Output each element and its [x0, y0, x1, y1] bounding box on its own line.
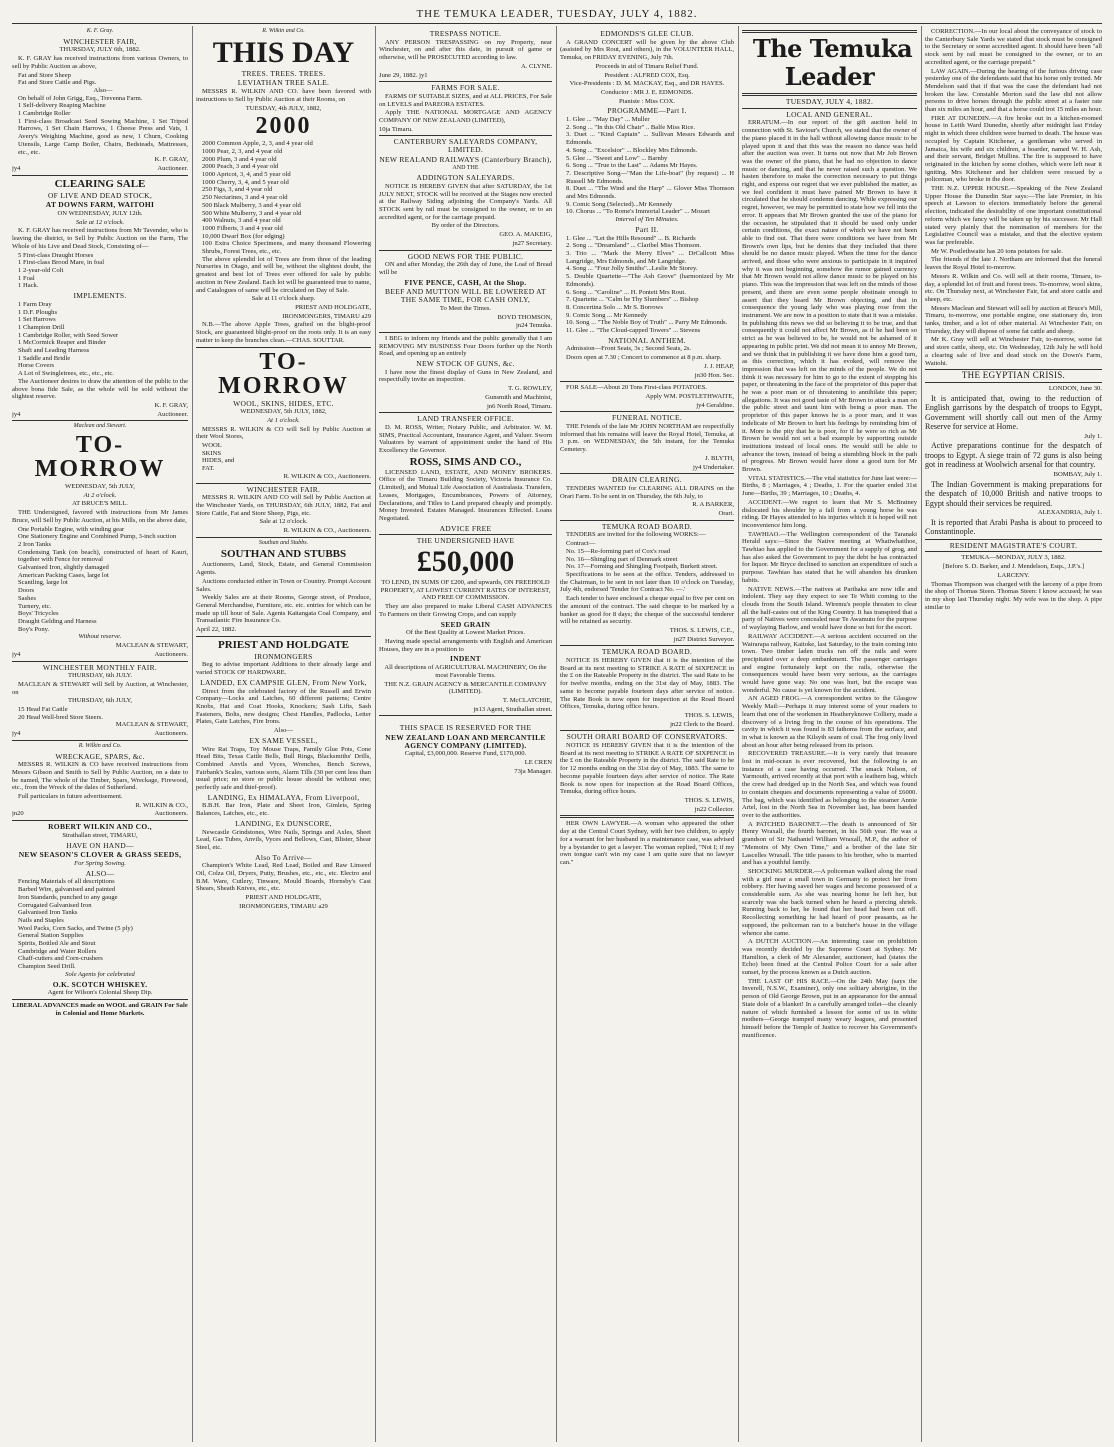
column-divider — [192, 26, 193, 1442]
ad-clearing-sale: CLEARING SALE OF LIVE AND DEAD STOCK, AT DOWNS FARM, WAITOHI ON WEDNESDAY, JULY 12th. Sale at 12 o'clock. K. F. GRAY has received instructions from Mr Tavender, who is leaving the district, to Sell by Public Auction on the Farm, The Whole of his Live and Dead Stock, Consisting of— 5 First-class Draught Horses 1 First-class Brood Mare, in foal 1 2-year-old Colt 1 Foal 1 Hack. IMPLEMENTS. 1 Farm Dray 1 D.F. Ploughs 1 Set Harrows 1 Champion Drill 1 Cambridge Roller, with Seed Sower 1 McCormick Reaper and Binder Shaft and Leading Harness 1 Saddle and Bridle Horse Covers A Lot of Swingletrees, etc., etc., etc. The Auctioneer desires to draw the attention of the public to the above bona fide Sale, as the whole will be sold without the slightest reserve. K. F. GRAY, jy4 Auctioneer. — [12, 177, 188, 418]
issue-date: TUESDAY, JULY 4, 1882. — [785, 97, 874, 106]
column-3: TRESPASS NOTICE. ANY PERSON TRESPASSING on my Property, near Winchester, on and after this date, in pursuit of game or otherwise, will be PROSECUTED according to law. A. CLYNE. June 29, 1882. jy1 FARMS FOR SALE. FARMS OF SUITABLE SIZES, and at ALL PRICES, For Sale on LEVELS and PAREORA ESTATES. Apply THE NATIONAL MORTGAGE AND AGENCY COMPANY OF NEW ZEALAND (LIMITED), 10ja Timaru. CANTERBURY SALEYARDS COMPANY, LIMITED. NEW REALAND RAILWAYS (Canterbury Branch), AND THE ADDINGTON SALEYARDS. NOTICE IS HEREBY GIVEN that after SATURDAY, the 1st JULY NEXT, STOCK will be received at the Stages now erected at the Railway Siding adjoining the Company's Yards. All STOCK sent by rail must be consigned to the owner, or to an accredited agent, or for the carriage prepaid. By order of the Directors. GEO. A. MAKEIG, jn27 Secretary. GOOD NEWS FOR THE PUBLIC. ON and after Monday, the 26th day of June, the Loaf of Bread will be FIVE PENCE, CASH, At the Shop. BEEF AND MUTTON WILL BE LOWERED AT THE SAME TIME, FOR CASH ONLY, To Meet the Times. BOYD THOMSON, jn24 Temuka. I BEG to inform my friends and the public generally that I am REMOVING MY BUSINESS Four Doors further up the North Road, and opening up an entirely NEW STOCK OF GUNS, &c. I have now the finest display of Guns in New Zealand, and respectfully invite an inspection. T. G. ROWLEY, Gunsmith and Machinist, jn6 North Road, Timaru. LAND TRANSFER OFFICE. D. M. ROSS, Writer, Notary Public, and Arbitrator. W. M. SIMS, Practical Accountant, Insurance Agent, and Valuer. Sworn Valuators by warrant of appointment under the hand of His Excellency the Governor. ROSS, SIMS AND CO., LICENSED LAND, ESTATE, AND MONEY BROKERS. Office of the Timaru Building Society, Victoria Insurance Co. (Limited), and Mutual Life Association of Australasia. Transfers, Leases, Mortgages, Encumbrances, Powers of Attorney, Declarations, and Titles to Land prepared cheaply and promptly. Money Invested. Estates Managed. Insurances Effected. Loans Negotiated. ADVICE FREE THE UNDERSIGNED HAVE £50,000 TO LEND, IN SUMS OF £200, and upwards, ON FREEHOLD PROPERTY, AT LOWEST CURRENT RATES OF INTEREST, AND FREE OF COMMISSION. They are also prepared to make Liberal CASH ADVANCES To Farmers on their Growing Crops, and can supply SEED GRAIN Of the Best Quality at Lowest Market Prices. Having made special arrangements with English and American Houses, they are in a position to INDENT All descriptions of AGRICULTURAL MACHINERY, On the most Favorable Terms. THE N.Z. GRAIN AGENCY & MERCANTILE COMPANY (LIMITED). T. McCLATCHIE, jn13 Agent, Strathallan street. THIS SPACE IS RESERVED FOR THE NEW ZEALAND LOAN AND MERCANTILE AGENCY COMPANY (LIMITED). Capital, £3,000,000. Reserve Fund, £170,000. LE CREN 73ja Manager. — [379, 29, 552, 775]
ad-southan-stubbs: Southan and Stubbs. SOUTHAN AND STUBBS Auctioneers, Land, Stock, Estate, and General Commission Agents. Auctions conducted either in Town or Country. Prompt Account Sales. Weekly Sales are at their Rooms, George street, of Produce, General Merchandise, Furniture, etc. etc. entries for which can be made up till hour of Sale. Agents Kaitangata Coal Company, and Transatlantic Fire Insurance Co. April 22, 1882. — [196, 539, 371, 634]
column-divider — [921, 26, 922, 1442]
column-divider — [738, 26, 739, 1442]
egyptian-crisis-heading: THE EGYPTIAN CRISIS. — [961, 370, 1066, 381]
divider — [12, 420, 188, 421]
section-heading: LOCAL AND GENERAL. — [786, 109, 873, 119]
programme-part-2: 1. Glee ... "Let the Hills Resound" ... B. Richards 2. Song ... "Dreamland" ... Claribel Miss Thomson. 3. Trio ... "Mark the Merry Elves" ... DrCallcott Miss Langridge, Mrs Edmonds, and Mr Langridge. 4. Song ... "Four Jolly Smiths"...Leslie Mr Storey. 5. Double Quartette—"The Ash Grove" (harmonized by Mr Edmonds). 6. Song ... "Caroline" ... H. Pontett Mrs Rout. 7. Quartette ... "Calm be Thy Slumbers" ... Bishop 8. Concertina Solo ... Mr S. Borrows 9. Comic Song ... Mr Kennedy 10. Song ... "The Noble Boy of Truth" ... Parry Mr Edmonds. 11. Glee ... "The Cloud-capped Towers" ... Stevens — [566, 234, 734, 335]
ad-this-day-trees: R. Wilkin and Co. THIS DAY TREES. TREES. TREES. LEVIATHAN TREE SALE. MESSRS R. WILKIN AND CO. have been favored with instructions to Sell by Public Auction at their Rooms, on TUESDAY, 4th JULY, 1882, 2000 2000 Common Apple, 2, 3, and 4 year old 1000 Pear, 2, 3, and 4 year old 2000 Plum, 3 and 4 year old 2000 Peach, 3 and 4 year old 1000 Apricot, 3, 4, and 5 year old 1000 Cherry, 3, 4, and 5 year old 250 Figs, 3, and 4 year old 250 Nectarines, 3 and 4 year old 500 Black Mulberry, 3 and 4 year old 500 White Mulberry, 3 and 4 year old 400 Walnuts, 3 and 4 year old 1000 Filberts, 3 and 4 year old 10,000 Dwarf Box (for edging) 100 Extra Choice Specimens, and many thousand Flowering Shrubs, Forest Trees, etc., etc. The above splendid lot of Trees are from three of the leading Nurseries in Otago, and will be, without the slightest doubt, the greatest and best lot of Trees ever offered for sale by public auction in New Zealand. Each lot will be guaranteed true to name, and Catalogues of same will be circulated on Day of Sale. Sale at 11 o'clock sharp. PRIEST AND HOLDGATE, IRONMONGERS, TIMARU a29 N.B.—The above Apple Trees, grafted on the blight-proof Stock, are guaranteed blight-proof on the roots only. It is an easy matter to keep the branches clean.—CHAS. SOUTTAR. — [196, 28, 371, 344]
divider — [12, 175, 188, 176]
column-1 — [12, 28, 188, 1442]
court-heading: RESIDENT MAGISTRATE'S COURT. — [949, 540, 1078, 550]
ad-monthly-fair: WINCHESTER MONTHLY FAIR. THURSDAY, 6th JULY. MACLEAN & STEWART will Sell by Auction, at Winchester, on THURSDAY, 6th JULY, 15 Head Fat Cattle 20 Head Well-bred Store Steers. MACLEAN & STEWART, jy4 Auctioneers. — [12, 662, 188, 738]
column-divider — [375, 26, 376, 1442]
ad-title: WINCHESTER FAIR, — [63, 36, 137, 46]
top-rule — [12, 23, 1102, 24]
ad-winchester-fair: K. F. Gray. WINCHESTER FAIR, THURSDAY, JULY 6th, 1882. K. F. GRAY has received instructions from various Owners, to sell by Public Auction as above, Fat and Store Sheep Fat and Store Cattle and Pigs. Also— On behalf of John Grigg, Esq., Trevenna Farm. 1 Self-delivery Reaping Machine 1 Cambridge Roller 1 First-class Broadcast Seed Sowing Machine, 1 Set Tripod Harrows, 1 Set Chain Harrows, 1 Cheese Press and Vats, 1 Avery's Weighing Machine, good as new, 1 Churn, Cooking Utensils, Large Camp Boiler, Chairs, Bedsteads, Mattresses, etc., etc. K. F. GRAY, jy4 Auctioneer. — [12, 28, 188, 172]
ad-robert-wilkin: ROBERT WILKIN AND CO., Strathallan street, TIMARU, HAVE ON HAND— NEW SEASON'S CLOVER & GRASS SEEDS, For Spring Sowing. ALSO— Fencing Materials of all descriptions Barbed Wire, galvanised and painted Iron Standards, punched to any gauge Corrugated Galvanised Iron Galvanised Iron Tanks Nails and Staples Wool Packs, Corn Sacks, and Twine (5 ply) General Station Supplies Spirits, Bottled Ale and Stout Cambridge and Water Rollers Chaff-cutters and Corn-crushers Champion Seed Drill. Sole Agents for celebrated O.K. SCOTCH WHISKEY. Agent for Wilson's Colonial Sheep Dip. LIBERAL ADVANCES made on WOOL and GRAIN For Sale in Colonial and Home Markets. — [12, 822, 188, 1017]
divider — [12, 661, 188, 662]
ad-wreckage: R. Wilkin and Co. WRECKAGE, SPARS, &c. MESSRS R. WILKIN & CO have received instructions from Messrs Gibson and Smith to Sell by Public Auction, on a date to be named, The whole of the Timber, Spars, Wreckage, Firewood, etc., from the Wreck of the dales of Sutherland. Full particulars in future advertisement. R. WILKIN & CO., jn20 Auctioneers. — [12, 742, 188, 818]
column-divider — [556, 26, 557, 1442]
column-6: CORRECTION.—In our local about the conveyance of stock to the Canterbury Sale Yards we stated that stock must be consigned to the Secretary or some accredited agent. It should have been "all stock sent by rail must be consigned to the owner, or to an accredited agent, or the carriage prepaid." LAW AGAIN.—During the hearing of the furious driving case yesterday one of the defendants said that his horse only trotted. Mr Mendelson said that if that was the case the defendant had not broken the law. Constable Morton said the law did not allow persons to drive horses through the public street at a faster rate than six miles an hour, and that a horse could trot 15 miles an hour. FIRE AT DUNEDIN.—A fire broke out in a kitchen-roomed house in Leith Ward Dunedin, shortly after midnight last Friday night in which three children were burned to death. The house was occupied by Captain Kitchener, a gentleman who served in Jamaica, his wife and six children, a boarder, named W. H. Ash, and their servant, Bridget Mullins. The fire is supposed to have originated in the kitchen by some clothes, which were left near it igniting. Mrs Kitchener and her children were rescued by a policeman, who broke in the door. THE N.Z. UPPER HOUSE.—Speaking of the New Zealand Upper House the Dunedin Star says:—The late Premier, in his speech at Lawson to electors immediately before the general election, indicated the desirability of one important constitutional reform which we fancy will be taken up by his successor. Mr Hall stated very plainly that the nomination of members for the Legislative Council was a mistake, and that the elective system was far preferable. Mr W. Postlethwaite has 20 tons potatoes for sale. The friends of the late J. Northam are informed that the funeral leaves the Royal Hotel to-morrow. Messrs R. Wilkin and Co. will sell at their rooms, Timaru, to-day, a splendid lot of fruit and forest trees. To-morrow, wool skins, etc. On Thursday next, at Winchester Fair, fat and store cattle and sheep, etc. Messrs Maclean and Stewart will sell by auction at Bruce's Mill, Timaru, to-morrow, one portable engine, one stationary do, iron tanks, timber, and a lot of other material. At Winchester Fair, on Thursday, they will dispose of some fat cattle and sheep. Mr K. Gray will sell at Winchester Fair, to-morrow, some fat and store cattle, sheep, etc. On Wednesday, 12th July he will hold a clearing sale of live and dead stock on the Down's Farm, Waitohi. THE EGYPTIAN CRISIS. LONDON, June 30. It is anticipated that, owing to the reduction of English garrisons by the despatch of troops to Egypt, Government will shortly call out men of the Army Reserve for service at Home. July 1. Active preparations continue for the despatch of troops to Egypt. A siege train of 72 guns is also being got in readiness at Woolwich arsenal for that country. BOMBAY, July 1. The Indian Government is making preparations for the despatch of 10,000 British and native troops to Egypt should their services be required. ALEXANDRIA, July 1. It is reported that Arabi Pasha is about to proceed to Constantinople. RESIDENT MAGISTRATE'S COURT. TEMUKA—MONDAY, JULY 3, 1882. [Before S. D. Barker, and J. Mendelson, Esqs., J.P.'s.] LARCENY. Thomas Thompson was charged with the larceny of a pipe from the shop of Thomas Steen. Thomas Steen: I know accused; he was in my shop last Thursday night. My wife was in the shop. A pipe similar to — [925, 28, 1102, 611]
ad-tomorrow-wool: TO-MORROW WOOL, SKINS, HIDES, ETC. WEDNESDAY, 5th JULY, 1882, At 1 o'clock. MESSRS R. WILKIN & CO will Sell by Public Auction at their Wool Stores, WOOL SKINS HIDES, and FAT. R. WILKIN & CO., Auctioneers. — [196, 348, 371, 480]
ad-priest-holdgate: PRIEST AND HOLDGATE IRONMONGERS Beg to advise important Additions to their already large and varied STOCK OF HARDWARE. LANDED, EX CAMPSIE GLEN, From New York, Direct from the celebrated factory of the Russell and Erwin Company—Locks and Latches, 60 different patterns; Centre Knobs, Hat and Coat Hooks, Knockers; Sash Lifts, Sash Fasteners, Bolts, new designs; Chest Handles, Padlocks, Letter Plates, Gate Latches, Fire Irons. Also— EX SAME VESSEL, Wire Rat Traps, Toy Mouse Traps, Family Glue Pots, Cone Head Bits, Texas Cattle Bells, Bull Rings, Blacksmiths' Drills, Combined Anvils and Vyces, Wrenches, Bench Screws, Fairbank's Scales, various sorts, Alarm Tills (30 per cent less than usual price; no store or public house should be without one; perfectly safe and thief-proof). LANDING, Ex HIMALAYA, From Liverpool, B.B.H. Bar Iron, Plate and Sheet Iron, Gimlets, Spring Balances, Latches, etc., etc. LANDING, Ex DUNSCORE, Newcastle Grindstones, Wire Nails, Springs and Axles, Sheet Lead, Gas Tubes, Anvils, Vyces and Bellows, Cast, Blister, Shear Steel, etc. Also To Arrive— Champion's White Lead, Red Lead, Boiled and Raw Linseed Oil, Colza Oil, Dryers, Putty, Brushes, etc., etc., etc. Electro and B.M. Ware, Cutlery, Tinware, Mould Boards, Hornsby's Cast Shears, Sheath Knives, etc., etc. PRIEST AND HOLDGATE, IRONMONGERS, TIMARU a29 — [196, 638, 371, 910]
divider — [12, 740, 188, 741]
divider — [12, 820, 188, 821]
running-head: THE TEMUKA LEADER, TUESDAY, JULY 4, 1882. — [416, 8, 698, 20]
column-4: EDMONDS'S GLEE CLUB. A GRAND CONCERT will be given by the above Club (assisted by Mrs Rout, and others), in the VOLUNTEER HALL, Temuka, on FRIDAY EVENING, July 7th. Proceeds in aid of Timaru Relief Fund. President : ALFRED COX, Esq. Vice-Presidents : D. M. MACKAY, Esq., and DR HAYES. Conductor : MR J. E. EDMONDS. Pianiste : Miss COX. PROGRAMME—Part I. 1. Glee ... "May Day" ... Muller 2. Song ... "In this Old Chair" .. Balfe Miss Rice. 3. Duet ... "Kind Captain" ... Sullivan Messrs Edwards and Edmonds. 4. Song ... "Excelsior" ... Blockley Mrs Edmonds. 5. Glee ... "Sweet and Low" ... Barnby 6. Song ... "True to the Last" ... Adams Mr Hayes. 7. Descriptive Song—"Man the Life-boat" (by request) ... H Russell Mr Edmonds. 8. Duet ... "The Wind and the Harp" ... Glover Miss Thomson and Mrs Edmonds. 9. Comic Song (Selected)...Mr Kennedy 10. Chorus ... "To Rome's Immortal Leader" ... Mozart Interval of Ten Minutes. Part II. 1. Glee ... "Let the Hills Resound" ... B. Richards 2. Song ... "Dreamland" ... Claribel Miss Thomson. 3. Trio ... "Mark the Merry Elves" ... DrCallcott Miss Langridge, Mrs Edmonds, and Mr Langridge. 4. Song ... "Four Jolly Smiths"...Leslie Mr Storey. 5. Double Quartette—"The Ash Grove" (harmonized by Mr Edmonds). 6. Song ... "Caroline" ... H. Pontett Mrs Rout. 7. Quartette ... "Calm be Thy Slumbers" ... Bishop 8. Concertina Solo ... Mr S. Borrows 9. Comic Song ... Mr Kennedy 10. Song ... "The Noble Boy of Truth" ... Parry Mr Edmonds. 11. Glee ... "The Cloud-capped Towers" ... Stevens NATIONAL ANTHEM. Admission—Front Seats, 3s ; Second Seats, 2s. Doors open at 7.30 ; Concert to commence at 8 p.m. sharp. J. J. HEAP, jn30 Hon. Sec. FOR SALE—About 20 Tons First-class POTATOES. Apply WM. POSTLETHWAITE, jy4 Geraldine. FUNERAL NOTICE. THE Friends of the late Mr JOHN NORTHAM are respectfully informed that his remains will leave the Royal Hotel, Temuka, at 3 p.m. on WEDNESDAY, the 5th instant, for the Temuka Cemetery. J. BLYTH, jy4 Undertaker. DRAIN CLEARING. TENDERS WANTED for CLEARING ALL DRAINS on the Orari Farm. To be sent in on Thursday, the 6th July, to R. A BARKER, Orari. TEMUKA ROAD BOARD. TENDERS are invited for the following WORKS:— Contract— No. 15—Re-forming part of Cox's road No. 16—Shingling part of Denmark street No. 17—Forming and Shingling Footpath, Burkett street. Specifications to be seen at the office. Tenders, addressed to the Chairman, to be sent in not later than 10 o'clock on Tuesday, July 4th, endorsed 'Tender for Contract No. —.' Each tender to have enclosed a cheque equal to five per cent on the amount of the contract. The said cheque to be marked by a banker as good for 8 days; the cheque of the successful tenderer will be retained as security. THOS. S. LEWIS, C.E., jn27 District Surveyor. TEMUKA ROAD BOARD. NOTICE IS HEREBY GIVEN that it is the intention of the Board at its next meeting to STRIKE A RATE of SIXPENCE in the £ on the Rateable Property in the district. The said Rate to be for twelve months, ending on the 31st day of May, 1883. The same to become payable fourteen days after service of notice. The Rate Book is now open for inspection at the Road Board Offices, Temuka, during office hours. THOS. S. LEWIS, jn22 Clerk to the Board. SOUTH ORARI BOARD OF CONSERVATORS. NOTICE IS HEREBY GIVEN that it is the intention of the Board at its next meeting to STRIKE A RATE OF SIXPENCE in the £ on the Rateable Property in the district. The said Rate to be for 12 months ending on the 31st day of May, 1883. The same to become payable fourteen days after service of notice. The Rate Book is now open for inspection at the Road Board Offices, Temuka, during office hours. THOS. S. LEWIS, jn22 Collector. HER OWN LAWYER.—A woman who appeared the other day at the Central Court Sydney, with her two children, to apply for a warrant for her husband in a maintenance case, was advised by a bystander to get a lawyer. The woman replied, "Not I; if my own tongue can't win my case I am quite sure that no lawyer can." — [560, 29, 734, 866]
column-5: The Temuka Leader TUESDAY, JULY 4, 1882. LOCAL AND GENERAL. ERRATUM.—In our report of the gift auction held in connection with St. Saviour's Church, we stated that the owner of the piano placed it in the hall without allowing dance music to be played upon it and that this was the reason no dance was held after the auction was over. It turns out now that Mr Job Brown was the owner of the piano, that he had no objection to dance music or dancing, and that he never raised such a question. We hasten therefore to make the correction necessary to put things right, and express our regret that we ever published the matter, as we feel confident it must have pained Mr Brown to have it circulated that he should condemn dancing. While expressing our regret, however, we may be permitted to state how we fell into the error. It appears that Mr Brown granted the use of the piano for the occasion, he stipulated that it should be used only under certain conditions, the exact nature of which we have not been able to find out. That there were conditions we have from Mr Brown's own lips, but he denies that they included that there should be no dance music played. When the time for the dance arrived, and those who were anxious to participate in it inquired why it was not beginning, somehow the rumor gained currency that Mr Brown would not allow dance music to be played on his piano. This was the impression that was left on the minds of those present, and there are even some people obstinate enough to assert that they heard Mr Brown objecting, and that in consequence the young lady who was playing rose from the instrument. We are now in a position to state that it was a mistake. In publishing this news we did so believing it to be true, and that consequently it could not affect Mr Brown, as if he had been so strict as he was believed to be, he would not be ashamed of it appearing in public print. We did not mean it to annoy Mr Brown, and we think that in publishing it we have done him a good turn, as this correction, which it has evoked, will remove the impression that was left on the minds of the people. We do not think it was necessary for him to go to the extent of stopping his paper, or threatening in the face of the proprietor of this paper that he was a poor man or of threatening to annihilate this paper; allegations. It was not good taste of Mr Brown to attack a man on the public street and taunt him with being a poor man. The proprietor of this paper knows he is a poor man, and it was indelicate of Mr Brown to hurt his feelings by reminding him of it. More is the pity that he is poor, for if he were so rich as Mr Brown he would not set a bad example by supporting outside institutions instead of local ones. He would still be able to advance the town, instead of being a stumbling block in the path of progress. Mr Brown would have done a good turn for Mr Brown. VITAL STATISTICS.—The vital statistics for June last were:—Births, 8 ; Marriages, 4 ; Deaths, 1. For the quarter ended 31st June—Births, 39 ; Marriages, 10 ; Deaths, 4. ACCIDENT.—We regret to learn that Mr S. McBratney dislocated his shoulder by a fall from a young horse he was riding. Dr Hayes attended to his injuries which it is hoped will not inconvenience him long. TAWHIAO.—The Wellington correspondent of the Taranaki Herald says:—Since the Native meeting at Whatiwhatihoe, Tawhiao has applied to the Government for a supply of grog, and has also asked the Government to pay the debt he has contracted for liquor. Mr Bryce declined to sanction an expenditure of such a purpose. Tawhiao has stated that he will abandon his drunken habits. NATIVE NEWS.—The natives at Parihaka are now idle and indolent. They say they expect to see Te Whiti coming to the clouds from the South Island. Wiremu's people threaten to clear all the half-castes out of the King Country. It has transpired that a party of Natives were concealed near Te Awamutu for the purpose of waylaying Barlow, and would have done so but for the escort. RAILWAY ACCIDENT.—A serious accident occurred on the Wairarapa railway, Kaitoke, last Saturday, to the train coming into town. Two timber laden trucks ran off the rails and were precipitated over a deep embankment. The passenger carriages and engine fortunately kept on the rails, otherwise the consequences would have been very serious, as the carriages would have gone way. No one was hurt, but the escape was wonderful. No cause is yet known for the accident. AN AGED FROG.—A correspondent writes to the Glasgow Weekly Mail:—Perhaps it may interest some of your readers to learn that one of the workmen in Heatheryknowe Colliery, made a discovery of a living frog in the course of his operations. The cavity in which it was found is 83 fathoms from the surface, and in what is known as the Kilsyth seam of coal. The frog only lived about an hour after being released from its prison. RECOVERED TREASURE.—It is very rarely that treasure lost in mid-ocean is ever recovered, but the following is an instance of a case having occurred. The smack Nelson, of Yarmouth, arrived recently at that port with a leathern bag, which the crew had dredged up in the North Sea, and which was found to contain cheques and documents representing a value of £6000. The bag, which was identified as belonging to the steamer Annie Artel, lost in the North Sea in November last, has been handed over to the authorities. A PATCHED BARONET.—The death is announced of Sir Henry Wraxall, the fourth baronet, in his 56th year. He was a grandson of Sir Nathaniel William Wraxall, M.P., the author of "Memoirs of My Own Time," and a brother of the late Sir Lascelles Wraxall. The title passes to his brother, who is married and has a youthful family. SHOCKING MURDER.—A policeman walked along the road with a girl near a small town in Germany to protect her from robbery. Her having saved her wages and become possessed of a considerable sum. As she was nearing home he left her, but scarcely was she back turned when he heard a piercing shriek. Running back to her, he found that her head had been cut off. Recollecting something he had heard of poor peasants, as he supposed, the policeman ran to a butcher's house in the village whence she came. A DUTCH AUCTION.—An interesting case on prohibition was recently decided by the Supreme Court at Sydney. Mr Hamilton, a clerk of Mr Alexander, auctioneer, had (states the Echo) been fined at the Central Police Court for a sale after sunset, by the process known as a Dutch auction. THE LAST OF HIS RACE.—On the 24th May (says the Inverell, N.S.W., Examiner), only one solitary aborigine, in the person of Old George Brown, put in an appearance for the annual State dole of a blanket! In a carefully arranged toilet—the cleanly nature of which furnished a lesson for some of us in white mothers—George tramped many weary leagues, and presented himself before the Temple of Justice to recover his Government's munificence. — [742, 28, 917, 1442]
this-day-heading: THIS DAY — [212, 35, 355, 69]
masthead: The Temuka Leader — [752, 34, 913, 91]
ad-winchester-fair-wilkin: WINCHESTER FAIR. MESSRS R. WILKIN AND CO will Sell by Public Auction at the Winchester Yards, on THURSDAY, 6th JULY, 1882, Fat and Store Cattle, Fat and Store Sheep, Pigs, etc. Sale at 12 o'clock. R. WILKIN & CO., Auctioneers. — [196, 484, 371, 535]
column-2 — [196, 28, 371, 1442]
programme-part-1: 1. Glee ... "May Day" ... Muller 2. Song ... "In this Old Chair" .. Balfe Miss Rice. 3. Duet ... "Kind Captain" ... Sullivan Messrs Edwards and Edmonds. 4. Song ... "Excelsior" ... Blockley Mrs Edmonds. 5. Glee ... "Sweet and Low" ... Barnby 6. Song ... "True to the Last" ... Adams Mr Hayes. 7. Descriptive Song—"Man the Life-boat" (by request) ... H Russell Mr Edmonds. 8. Duet ... "The Wind and the Harp" ... Glover Miss Thomson and Mrs Edmonds. 9. Comic Song (Selected)...Mr Kennedy 10. Chorus ... "To Rome's Immortal Leader" ... Mozart — [566, 116, 734, 216]
ad-tomorrow-bruces-mill: Maclean and Stewart. TO-MORROW WEDNESDAY, 5th JULY, At 2 o'clock. AT BRUCE'S MILL. THE Undersigned, favored with instructions from Mr James Bruce, will Sell by Public Auction, at his Mills, on the above date, One Portable Engine, with winding gear One Stationery Engine and Combined Pump, 3-inch suction 2 Iron Tanks Condensing Tank (on beach), constructed of heart of Kauri, together with Fence for removal Galvanised Iron, slightly damaged American Packing Cases, large lot Scantling, large lot Doors Sashes Turnery, etc. Boys' Tricycles Draught Gelding and Harness Boy's Pony. Without reserve. MACLEAN & STEWART, jy4 Auctioneers. — [12, 423, 188, 658]
